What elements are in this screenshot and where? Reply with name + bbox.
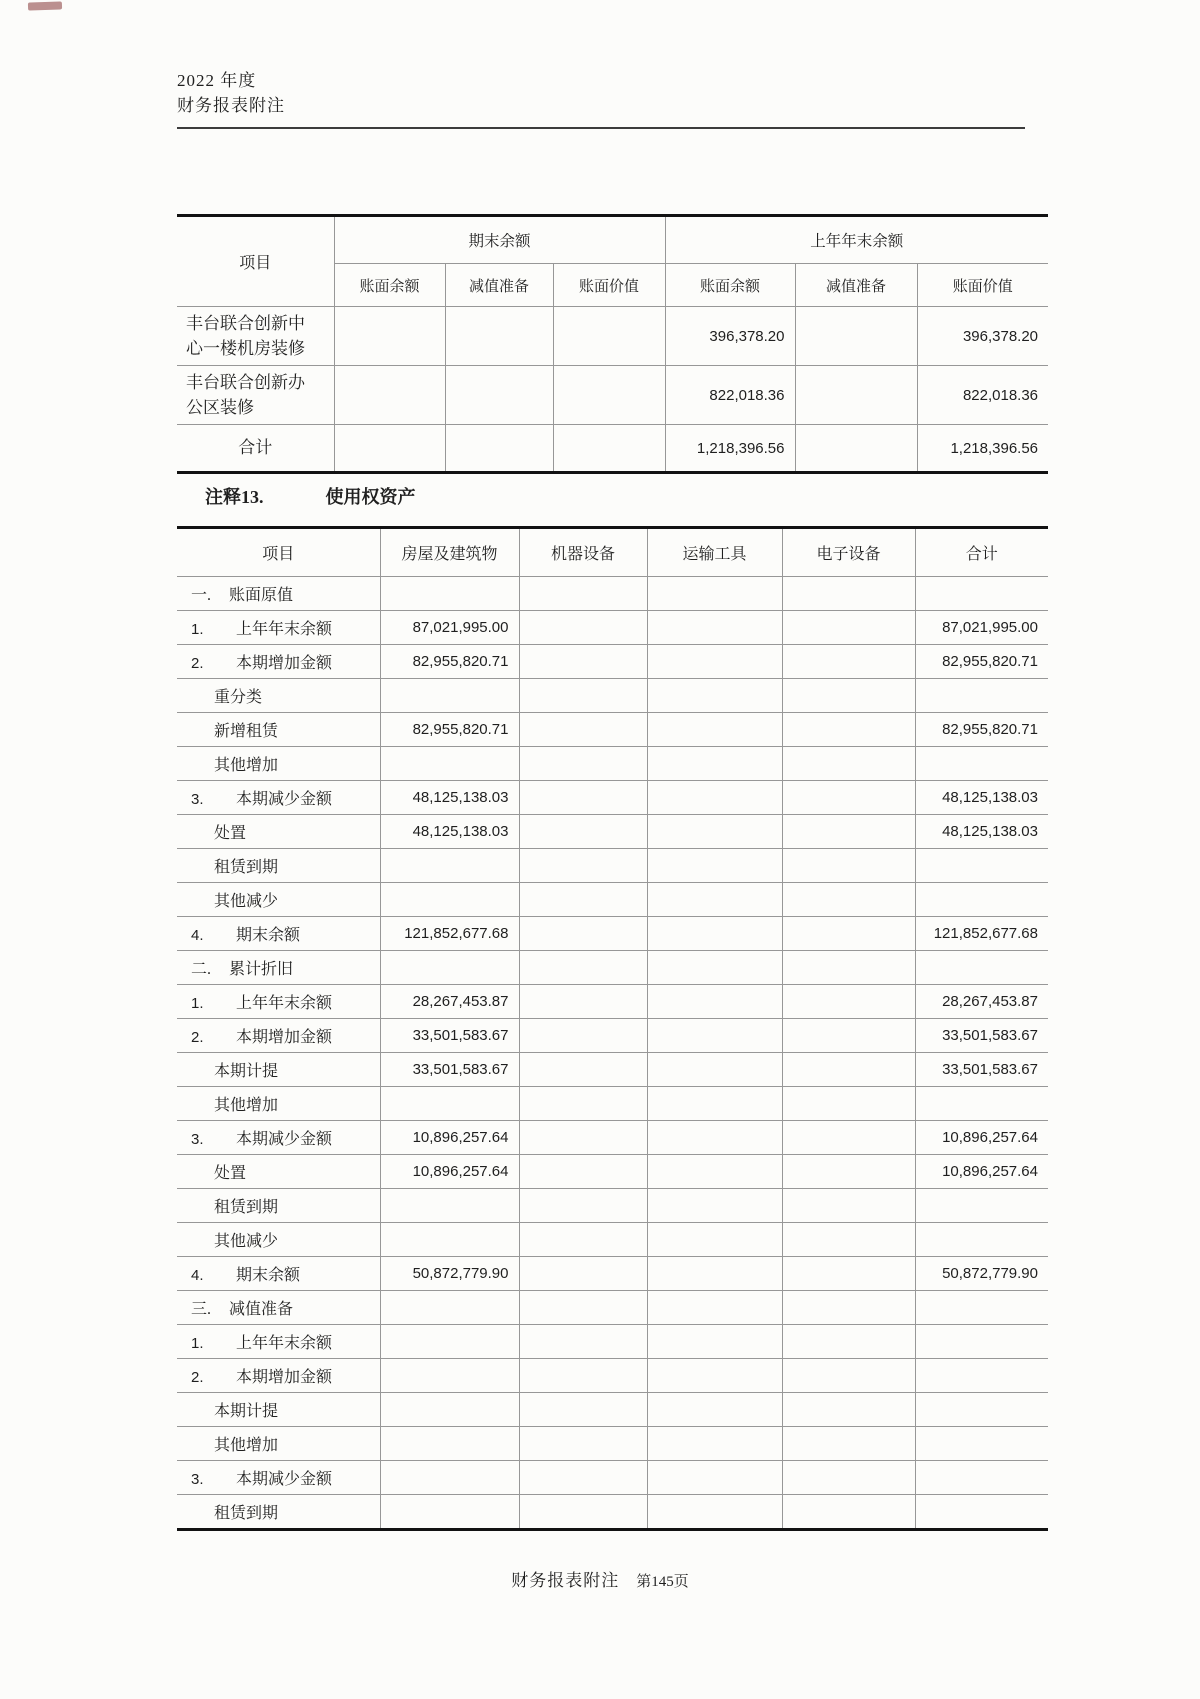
t1-value-cell <box>334 425 445 473</box>
t2-value-cell <box>647 577 782 611</box>
row-label: 本期增加金额 <box>236 1029 333 1046</box>
t2-value-cell <box>380 679 519 713</box>
table-row <box>177 645 1048 679</box>
t2-value-cell <box>519 917 647 951</box>
row-label: 累计折旧 <box>229 961 294 978</box>
t1-value-cell <box>553 307 665 366</box>
t2-label-cell <box>177 713 380 747</box>
t1-subheader-cell: 减值准备 <box>795 264 917 307</box>
row-label: 其他减少 <box>214 1233 279 1250</box>
t2-value-cell <box>915 883 1048 917</box>
t2-value-cell <box>782 951 915 985</box>
t2-value-cell <box>519 1393 647 1427</box>
t2-label-cell <box>177 747 380 781</box>
t2-value-cell: 33,501,583.67 <box>380 1019 519 1053</box>
t2-header-row <box>177 528 1048 577</box>
row-number: 2. <box>191 1369 204 1386</box>
table-row <box>177 849 1048 883</box>
t2-value-cell <box>647 1291 782 1325</box>
t2-label-cell <box>177 1393 380 1427</box>
t2-value-cell <box>519 1189 647 1223</box>
t2-value-cell: 33,501,583.67 <box>380 1053 519 1087</box>
t1-group-prior-year-balance: 上年年末余额 <box>665 216 1048 264</box>
t2-value-cell <box>519 781 647 815</box>
t1-value-cell <box>445 366 553 425</box>
table-row <box>177 1257 1048 1291</box>
table-row <box>177 713 1048 747</box>
t2-value-cell: 48,125,138.03 <box>915 781 1048 815</box>
header-year: 2022 年度 <box>177 71 257 90</box>
table-row <box>177 747 1048 781</box>
t1-item-cell: 丰台联合创新中心一楼机房装修 <box>177 307 334 366</box>
t2-value-cell <box>380 577 519 611</box>
t2-value-cell <box>782 577 915 611</box>
t2-header-cell: 电子设备 <box>782 528 915 577</box>
t1-value-cell: 822,018.36 <box>665 366 795 425</box>
t2-value-cell <box>647 849 782 883</box>
t2-value-cell <box>647 1155 782 1189</box>
row-label: 本期减少金额 <box>236 791 333 808</box>
t2-value-cell <box>915 679 1048 713</box>
t2-label-cell <box>177 1291 380 1325</box>
t2-value-cell <box>647 1495 782 1530</box>
t2-value-cell: 10,896,257.64 <box>915 1155 1048 1189</box>
t2-value-cell <box>519 747 647 781</box>
t2-label-cell <box>177 849 380 883</box>
t2-header-cell: 房屋及建筑物 <box>380 528 519 577</box>
t1-item-header: 项目 <box>177 216 334 307</box>
table-row <box>177 1393 1048 1427</box>
t2-value-cell <box>782 1325 915 1359</box>
t2-value-cell: 87,021,995.00 <box>915 611 1048 645</box>
t1-value-cell <box>334 307 445 366</box>
t2-value-cell <box>782 781 915 815</box>
t1-value-cell: 396,378.20 <box>665 307 795 366</box>
t2-label-cell <box>177 1325 380 1359</box>
row-label: 账面原值 <box>229 587 294 604</box>
header-title: 财务报表附注 <box>177 96 285 115</box>
t2-value-cell <box>647 883 782 917</box>
row-label: 重分类 <box>214 689 263 706</box>
t2-value-cell <box>782 985 915 1019</box>
table-row <box>177 1495 1048 1530</box>
t2-value-cell <box>380 1461 519 1495</box>
t2-label-cell <box>177 917 380 951</box>
t1-value-cell <box>795 425 917 473</box>
t2-value-cell <box>782 747 915 781</box>
t2-value-cell: 121,852,677.68 <box>915 917 1048 951</box>
table-row <box>177 679 1048 713</box>
t2-label-cell <box>177 1495 380 1530</box>
t2-value-cell <box>782 1427 915 1461</box>
row-label: 处置 <box>214 1165 247 1182</box>
row-label: 期末余额 <box>236 1267 301 1284</box>
table-row <box>177 883 1048 917</box>
t2-label-cell <box>177 577 380 611</box>
t2-value-cell <box>782 679 915 713</box>
row-label: 本期减少金额 <box>236 1471 333 1488</box>
t2-value-cell <box>519 1053 647 1087</box>
t2-value-cell <box>380 1223 519 1257</box>
t2-value-cell <box>915 1427 1048 1461</box>
t2-value-cell <box>782 1121 915 1155</box>
t2-value-cell: 28,267,453.87 <box>380 985 519 1019</box>
t2-value-cell <box>519 1019 647 1053</box>
row-label: 减值准备 <box>229 1301 294 1318</box>
footer-label: 财务报表附注 <box>511 1571 620 1590</box>
t2-value-cell <box>915 1461 1048 1495</box>
t2-value-cell <box>519 1087 647 1121</box>
t2-value-cell <box>519 1427 647 1461</box>
t2-value-cell <box>915 1291 1048 1325</box>
row-label: 处置 <box>214 825 247 842</box>
t2-value-cell <box>782 1223 915 1257</box>
table-row <box>177 917 1048 951</box>
row-label: 其他增加 <box>214 757 279 774</box>
t2-value-cell <box>647 1223 782 1257</box>
t2-value-cell <box>519 1325 647 1359</box>
row-number: 2. <box>191 655 204 672</box>
t2-value-cell <box>647 611 782 645</box>
row-label: 上年年末余额 <box>236 995 333 1012</box>
table-row <box>177 1359 1048 1393</box>
t2-value-cell <box>647 747 782 781</box>
t2-value-cell <box>647 645 782 679</box>
table-row <box>177 577 1048 611</box>
table-row <box>177 307 1048 366</box>
t1-value-cell <box>334 366 445 425</box>
t2-value-cell <box>782 849 915 883</box>
t2-value-cell <box>519 1223 647 1257</box>
t1-value-cell: 396,378.20 <box>917 307 1048 366</box>
t2-value-cell: 33,501,583.67 <box>915 1019 1048 1053</box>
t2-label-cell <box>177 1121 380 1155</box>
table-row <box>177 1189 1048 1223</box>
t2-label-cell <box>177 1461 380 1495</box>
t2-value-cell <box>647 679 782 713</box>
t2-value-cell <box>519 1495 647 1530</box>
t2-value-cell <box>519 883 647 917</box>
t1-item-cell: 丰台联合创新办公区装修 <box>177 366 334 425</box>
note13-heading <box>177 482 1048 512</box>
t2-value-cell <box>647 815 782 849</box>
row-label: 其他减少 <box>214 893 279 910</box>
t2-value-cell <box>647 781 782 815</box>
t2-value-cell <box>519 815 647 849</box>
t1-subheader-cell: 账面余额 <box>334 264 445 307</box>
t2-value-cell: 87,021,995.00 <box>380 611 519 645</box>
t2-label-cell <box>177 1189 380 1223</box>
t2-value-cell <box>647 1019 782 1053</box>
scan-artifact-mark <box>28 1 62 10</box>
t2-value-cell <box>380 1427 519 1461</box>
row-label: 上年年末余额 <box>236 621 333 638</box>
t2-value-cell <box>782 883 915 917</box>
t2-value-cell <box>915 1325 1048 1359</box>
table-row <box>177 611 1048 645</box>
row-number: 3. <box>191 791 204 808</box>
t2-header-cell: 运输工具 <box>647 528 782 577</box>
t2-value-cell <box>782 1359 915 1393</box>
t2-label-cell <box>177 985 380 1019</box>
t2-label-cell <box>177 1359 380 1393</box>
table-row <box>177 1291 1048 1325</box>
t2-value-cell <box>782 1019 915 1053</box>
t2-value-cell: 48,125,138.03 <box>380 815 519 849</box>
t1-value-cell <box>795 307 917 366</box>
t2-value-cell <box>782 815 915 849</box>
row-number: 3. <box>191 1471 204 1488</box>
t1-item-cell: 合计 <box>177 425 334 473</box>
row-number: 3. <box>191 1131 204 1148</box>
t2-value-cell <box>380 951 519 985</box>
t2-value-cell <box>519 849 647 883</box>
t2-value-cell: 28,267,453.87 <box>915 985 1048 1019</box>
row-number: 4. <box>191 927 204 944</box>
t2-value-cell: 121,852,677.68 <box>380 917 519 951</box>
t2-label-cell <box>177 1053 380 1087</box>
t2-value-cell: 82,955,820.71 <box>380 645 519 679</box>
t2-value-cell: 82,955,820.71 <box>915 713 1048 747</box>
t2-value-cell <box>519 1155 647 1189</box>
t2-value-cell <box>647 1121 782 1155</box>
t2-label-cell <box>177 781 380 815</box>
note13-title: 使用权资产 <box>325 487 416 507</box>
row-label: 租赁到期 <box>214 1505 279 1522</box>
row-label: 其他增加 <box>214 1097 279 1114</box>
row-number: 1. <box>191 621 204 638</box>
t2-value-cell <box>380 1189 519 1223</box>
t2-value-cell <box>647 1257 782 1291</box>
t2-label-cell <box>177 951 380 985</box>
t2-header-cell: 机器设备 <box>519 528 647 577</box>
t2-value-cell <box>519 1121 647 1155</box>
t2-label-cell <box>177 611 380 645</box>
table-row <box>177 366 1048 425</box>
t2-value-cell <box>782 611 915 645</box>
table-row <box>177 1019 1048 1053</box>
t2-value-cell <box>915 1223 1048 1257</box>
t1-subheader-cell: 账面余额 <box>665 264 795 307</box>
t1-value-cell: 1,218,396.56 <box>917 425 1048 473</box>
t2-value-cell <box>380 747 519 781</box>
table-row <box>177 1427 1048 1461</box>
row-label: 本期计提 <box>214 1063 279 1080</box>
t2-value-cell <box>647 1087 782 1121</box>
t2-value-cell <box>519 679 647 713</box>
t1-value-cell <box>795 366 917 425</box>
t2-value-cell <box>915 1359 1048 1393</box>
right-of-use-assets-table <box>177 526 1048 1531</box>
row-label: 期末余额 <box>236 927 301 944</box>
table-row <box>177 1223 1048 1257</box>
t2-value-cell <box>519 577 647 611</box>
t2-value-cell <box>915 1189 1048 1223</box>
t1-value-cell: 822,018.36 <box>917 366 1048 425</box>
t2-value-cell: 33,501,583.67 <box>915 1053 1048 1087</box>
t2-value-cell <box>915 1495 1048 1530</box>
t2-value-cell <box>647 1359 782 1393</box>
table-row <box>177 1121 1048 1155</box>
table-row <box>177 951 1048 985</box>
t2-value-cell <box>782 645 915 679</box>
t2-value-cell <box>782 1393 915 1427</box>
t2-label-cell <box>177 1257 380 1291</box>
t2-value-cell <box>782 1053 915 1087</box>
t2-value-cell <box>647 1189 782 1223</box>
t2-value-cell <box>647 1427 782 1461</box>
table-row <box>177 1087 1048 1121</box>
t2-value-cell <box>647 917 782 951</box>
t1-value-cell <box>445 307 553 366</box>
t2-header-cell: 项目 <box>177 528 380 577</box>
t2-value-cell: 82,955,820.71 <box>915 645 1048 679</box>
t2-value-cell <box>647 713 782 747</box>
t2-value-cell <box>782 1155 915 1189</box>
t2-value-cell: 10,896,257.64 <box>380 1121 519 1155</box>
t2-value-cell <box>380 1325 519 1359</box>
t2-value-cell <box>647 1461 782 1495</box>
table-row <box>177 1461 1048 1495</box>
table-row <box>177 815 1048 849</box>
t2-label-cell <box>177 645 380 679</box>
row-number: 1. <box>191 995 204 1012</box>
t1-subheader-cell: 减值准备 <box>445 264 553 307</box>
footer-page-number: 第145页 <box>636 1574 689 1590</box>
row-label: 本期增加金额 <box>236 655 333 672</box>
t2-label-cell <box>177 1223 380 1257</box>
row-number: 4. <box>191 1267 204 1284</box>
t2-value-cell <box>782 1087 915 1121</box>
t2-value-cell <box>915 747 1048 781</box>
note13-number: 注释13. <box>205 487 264 507</box>
t2-label-cell <box>177 1155 380 1189</box>
t2-value-cell <box>782 1257 915 1291</box>
t2-value-cell <box>782 1189 915 1223</box>
t2-value-cell <box>647 1393 782 1427</box>
table-row <box>177 1155 1048 1189</box>
t2-header-cell: 合计 <box>915 528 1048 577</box>
row-number: 三. <box>191 1301 212 1318</box>
table-row <box>177 781 1048 815</box>
t2-value-cell <box>519 645 647 679</box>
t2-value-cell: 50,872,779.90 <box>380 1257 519 1291</box>
row-label: 租赁到期 <box>214 859 279 876</box>
table-row <box>177 1325 1048 1359</box>
t1-group-header-row <box>177 216 1048 264</box>
t2-value-cell <box>647 985 782 1019</box>
t2-value-cell <box>380 1495 519 1530</box>
t2-value-cell <box>380 1087 519 1121</box>
t2-label-cell <box>177 1427 380 1461</box>
row-number: 一. <box>191 587 212 604</box>
t2-value-cell <box>782 713 915 747</box>
t2-label-cell <box>177 1087 380 1121</box>
table-row <box>177 985 1048 1019</box>
t2-value-cell <box>519 611 647 645</box>
t1-subheader-cell: 账面价值 <box>553 264 665 307</box>
t2-label-cell <box>177 679 380 713</box>
row-label: 租赁到期 <box>214 1199 279 1216</box>
t1-value-cell <box>553 425 665 473</box>
prior-period-improvements-table <box>177 214 1048 474</box>
row-label: 其他增加 <box>214 1437 279 1454</box>
t2-value-cell <box>915 849 1048 883</box>
t2-value-cell <box>380 1393 519 1427</box>
t2-value-cell <box>380 1359 519 1393</box>
t2-value-cell <box>519 1257 647 1291</box>
t2-value-cell <box>519 985 647 1019</box>
t2-value-cell <box>647 1053 782 1087</box>
t1-value-cell <box>445 425 553 473</box>
table-row <box>177 425 1048 473</box>
t2-value-cell <box>519 951 647 985</box>
page-header <box>177 0 1025 129</box>
row-label: 本期减少金额 <box>236 1131 333 1148</box>
row-number: 2. <box>191 1029 204 1046</box>
t2-value-cell: 10,896,257.64 <box>380 1155 519 1189</box>
t2-value-cell <box>915 951 1048 985</box>
t2-value-cell <box>519 1359 647 1393</box>
page-footer <box>0 1566 1200 1591</box>
t2-value-cell <box>519 1291 647 1325</box>
t2-value-cell: 48,125,138.03 <box>380 781 519 815</box>
t2-value-cell: 50,872,779.90 <box>915 1257 1048 1291</box>
t2-label-cell <box>177 1019 380 1053</box>
t2-value-cell <box>915 577 1048 611</box>
t2-value-cell <box>915 1393 1048 1427</box>
row-label: 上年年末余额 <box>236 1335 333 1352</box>
t1-value-cell <box>553 366 665 425</box>
t2-value-cell <box>782 917 915 951</box>
t1-value-cell: 1,218,396.56 <box>665 425 795 473</box>
t2-value-cell: 82,955,820.71 <box>380 713 519 747</box>
row-label: 新增租赁 <box>214 723 279 740</box>
t2-value-cell: 10,896,257.64 <box>915 1121 1048 1155</box>
row-label: 本期计提 <box>214 1403 279 1420</box>
t1-group-ending-balance: 期末余额 <box>334 216 665 264</box>
t1-subheader-cell: 账面价值 <box>917 264 1048 307</box>
t2-value-cell <box>915 1087 1048 1121</box>
t2-label-cell <box>177 883 380 917</box>
t2-value-cell <box>782 1291 915 1325</box>
t2-value-cell <box>519 1461 647 1495</box>
table-row <box>177 1053 1048 1087</box>
t2-value-cell <box>647 951 782 985</box>
t2-value-cell <box>519 713 647 747</box>
row-number: 二. <box>191 961 212 978</box>
t2-value-cell <box>380 849 519 883</box>
row-label: 本期增加金额 <box>236 1369 333 1386</box>
t2-value-cell: 48,125,138.03 <box>915 815 1048 849</box>
t2-label-cell <box>177 815 380 849</box>
t2-value-cell <box>782 1495 915 1530</box>
t2-value-cell <box>380 883 519 917</box>
t2-value-cell <box>782 1461 915 1495</box>
t2-value-cell <box>647 1325 782 1359</box>
row-number: 1. <box>191 1335 204 1352</box>
t2-value-cell <box>380 1291 519 1325</box>
